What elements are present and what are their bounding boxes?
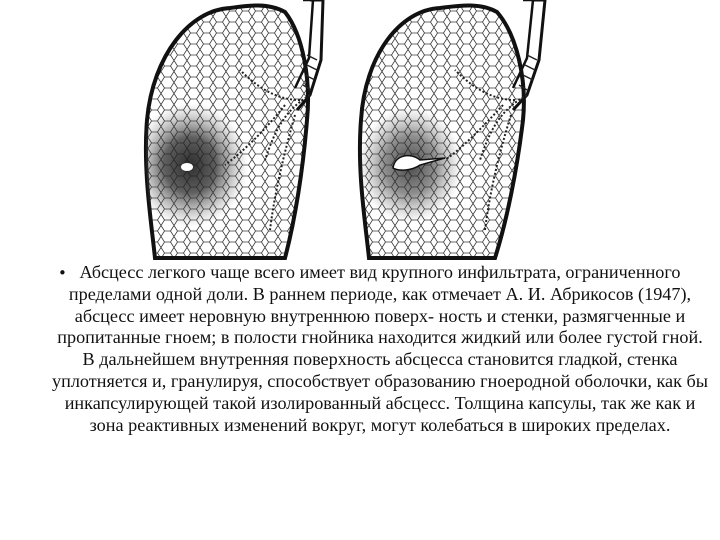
lung-abscess-illustration xyxy=(135,0,555,262)
bullet: • xyxy=(58,264,67,282)
lung-late-stage xyxy=(358,0,545,258)
slide-text xyxy=(50,262,710,436)
lung-early-stage xyxy=(135,0,323,258)
abscess-cavity xyxy=(181,163,193,171)
abscess-description-paragraph: Абсцесс легкого чаще всего имеет вид крупного инфильтрата, ограниченного пределами одной доли. В раннем периоде, как отмечает А. И. Абрикосов (1947), абсцесс имеет неровную внутреннюю поверх- ность и стенки, размягченные и пропитанные гноем; в полости гнойника находится жидкий или более густой гной. В дальнейшем внутренняя поверхность абсцесса становится гладкой, стенка уплотняется и, гранулируя, способствует образованию гноеродной оболочки, как бы инкапсулирующей такой изолированный абсцесс. Толщина капсулы, так же как и зона реактивных изменений вокруг, могут колебаться в широких пределах. xyxy=(52,262,708,435)
lung-drawings xyxy=(135,0,555,262)
